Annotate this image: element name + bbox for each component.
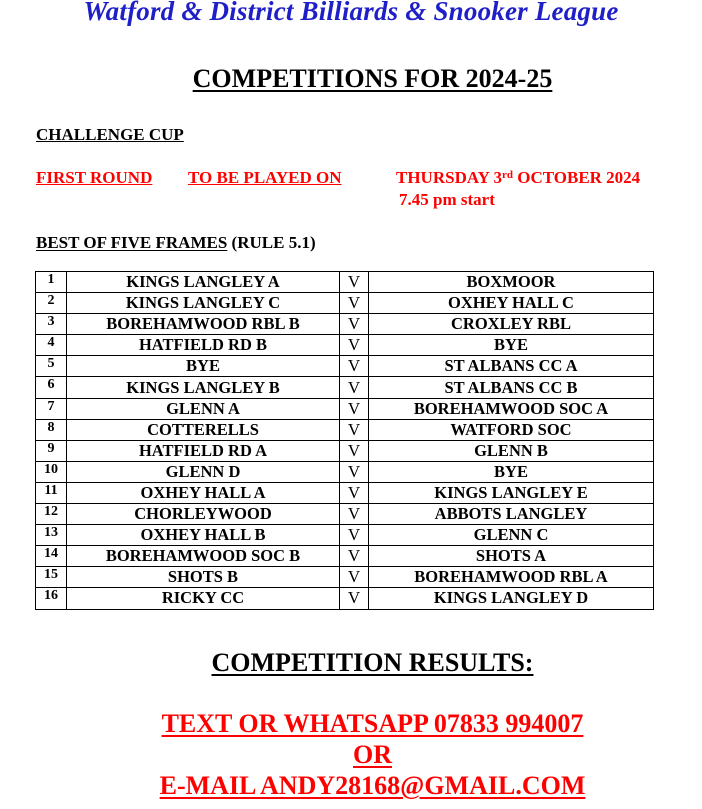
away-team: ST ALBANS CC B [369, 377, 654, 398]
versus-label: V [340, 272, 369, 293]
away-team: KINGS LANGLEY E [369, 482, 654, 503]
fixture-number: 2 [36, 293, 67, 314]
match-format [36, 233, 316, 253]
table-row [36, 567, 654, 588]
table-row [36, 419, 654, 440]
away-team: ABBOTS LANGLEY [369, 504, 654, 525]
home-team: KINGS LANGLEY C [67, 293, 340, 314]
round-label: FIRST ROUND [36, 168, 153, 187]
table-row [36, 440, 654, 461]
versus-label: V [340, 567, 369, 588]
versus-label: V [340, 377, 369, 398]
versus-label: V [340, 588, 369, 609]
competition-name: CHALLENGE CUP [36, 125, 184, 144]
away-team: SHOTS A [369, 546, 654, 567]
results-text-whatsapp-text: TEXT OR WHATSAPP 07833 994007 [161, 709, 584, 738]
versus-label: V [340, 546, 369, 567]
fixture-number: 11 [36, 482, 67, 503]
away-team: OXHEY HALL C [369, 293, 654, 314]
home-team: OXHEY HALL B [67, 525, 340, 546]
home-team: GLENN A [67, 398, 340, 419]
fixture-number: 15 [36, 567, 67, 588]
fixture-number: 5 [36, 356, 67, 377]
start-time: 7.45 pm start [399, 190, 495, 209]
format-rule: (RULE 5.1) [227, 233, 316, 252]
results-or [0, 740, 702, 770]
away-team: ST ALBANS CC A [369, 356, 654, 377]
table-row [36, 525, 654, 546]
away-team: CROXLEY RBL [369, 314, 654, 335]
home-team: HATFIELD RD B [67, 335, 340, 356]
away-team: BOREHAMWOOD SOC A [369, 398, 654, 419]
versus-label: V [340, 525, 369, 546]
fixture-number: 9 [36, 440, 67, 461]
home-team: BOREHAMWOOD RBL B [67, 314, 340, 335]
versus-label: V [340, 314, 369, 335]
table-row [36, 356, 654, 377]
table-row [36, 293, 654, 314]
fixture-number: 13 [36, 525, 67, 546]
versus-label: V [340, 335, 369, 356]
table-row [36, 272, 654, 293]
home-team: HATFIELD RD A [67, 440, 340, 461]
home-team: RICKY CC [67, 588, 340, 609]
versus-label: V [340, 419, 369, 440]
away-team: BOREHAMWOOD RBL A [369, 567, 654, 588]
versus-label: V [340, 293, 369, 314]
page-heading [0, 64, 702, 94]
fixture-number: 16 [36, 588, 67, 609]
table-row [36, 504, 654, 525]
league-title: Watford & District Billiards & Snooker League [83, 0, 619, 26]
table-row [36, 461, 654, 482]
results-text-whatsapp [0, 709, 702, 739]
away-team: GLENN C [369, 525, 654, 546]
away-team: KINGS LANGLEY D [369, 588, 654, 609]
versus-label: V [340, 440, 369, 461]
away-team: BYE [369, 335, 654, 356]
home-team: BOREHAMWOOD SOC B [67, 546, 340, 567]
home-team: COTTERELLS [67, 419, 340, 440]
home-team: CHORLEYWOOD [67, 504, 340, 525]
fixture-number: 4 [36, 335, 67, 356]
date-rest: OCTOBER 2024 [512, 168, 641, 187]
home-team: KINGS LANGLEY A [67, 272, 340, 293]
date-suffix: rd [501, 169, 513, 181]
table-row [36, 377, 654, 398]
match-date [396, 168, 640, 188]
table-row [36, 588, 654, 609]
results-heading [0, 648, 702, 678]
table-row [36, 335, 654, 356]
date-day: THURSDAY 3 [396, 168, 502, 187]
home-team: BYE [67, 356, 340, 377]
fixture-number: 12 [36, 504, 67, 525]
fixture-number: 1 [36, 272, 67, 293]
home-team: OXHEY HALL A [67, 482, 340, 503]
table-row [36, 546, 654, 567]
away-team: BYE [369, 461, 654, 482]
away-team: GLENN B [369, 440, 654, 461]
table-row [36, 482, 654, 503]
results-or-text: OR [353, 740, 392, 769]
away-team: BOXMOOR [369, 272, 654, 293]
table-row [36, 398, 654, 419]
versus-label: V [340, 504, 369, 525]
home-team: SHOTS B [67, 567, 340, 588]
fixture-number: 8 [36, 419, 67, 440]
fixtures-body [36, 272, 654, 610]
versus-label: V [340, 482, 369, 503]
results-email-text: E-MAIL ANDY28168@GMAIL.COM [159, 771, 586, 800]
fixtures-table [35, 271, 654, 610]
fixture-number: 10 [36, 461, 67, 482]
results-heading-text: COMPETITION RESULTS: [211, 648, 534, 677]
results-email [0, 771, 702, 801]
page-heading-text: COMPETITIONS FOR 2024-25 [192, 64, 553, 93]
fixture-number: 7 [36, 398, 67, 419]
versus-label: V [340, 398, 369, 419]
fixture-number: 14 [36, 546, 67, 567]
fixture-number: 3 [36, 314, 67, 335]
played-on-label: TO BE PLAYED ON [188, 168, 342, 187]
home-team: KINGS LANGLEY B [67, 377, 340, 398]
format-label: BEST OF FIVE FRAMES [36, 233, 228, 252]
table-row [36, 314, 654, 335]
home-team: GLENN D [67, 461, 340, 482]
fixture-number: 6 [36, 377, 67, 398]
versus-label: V [340, 461, 369, 482]
away-team: WATFORD SOC [369, 419, 654, 440]
versus-label: V [340, 356, 369, 377]
